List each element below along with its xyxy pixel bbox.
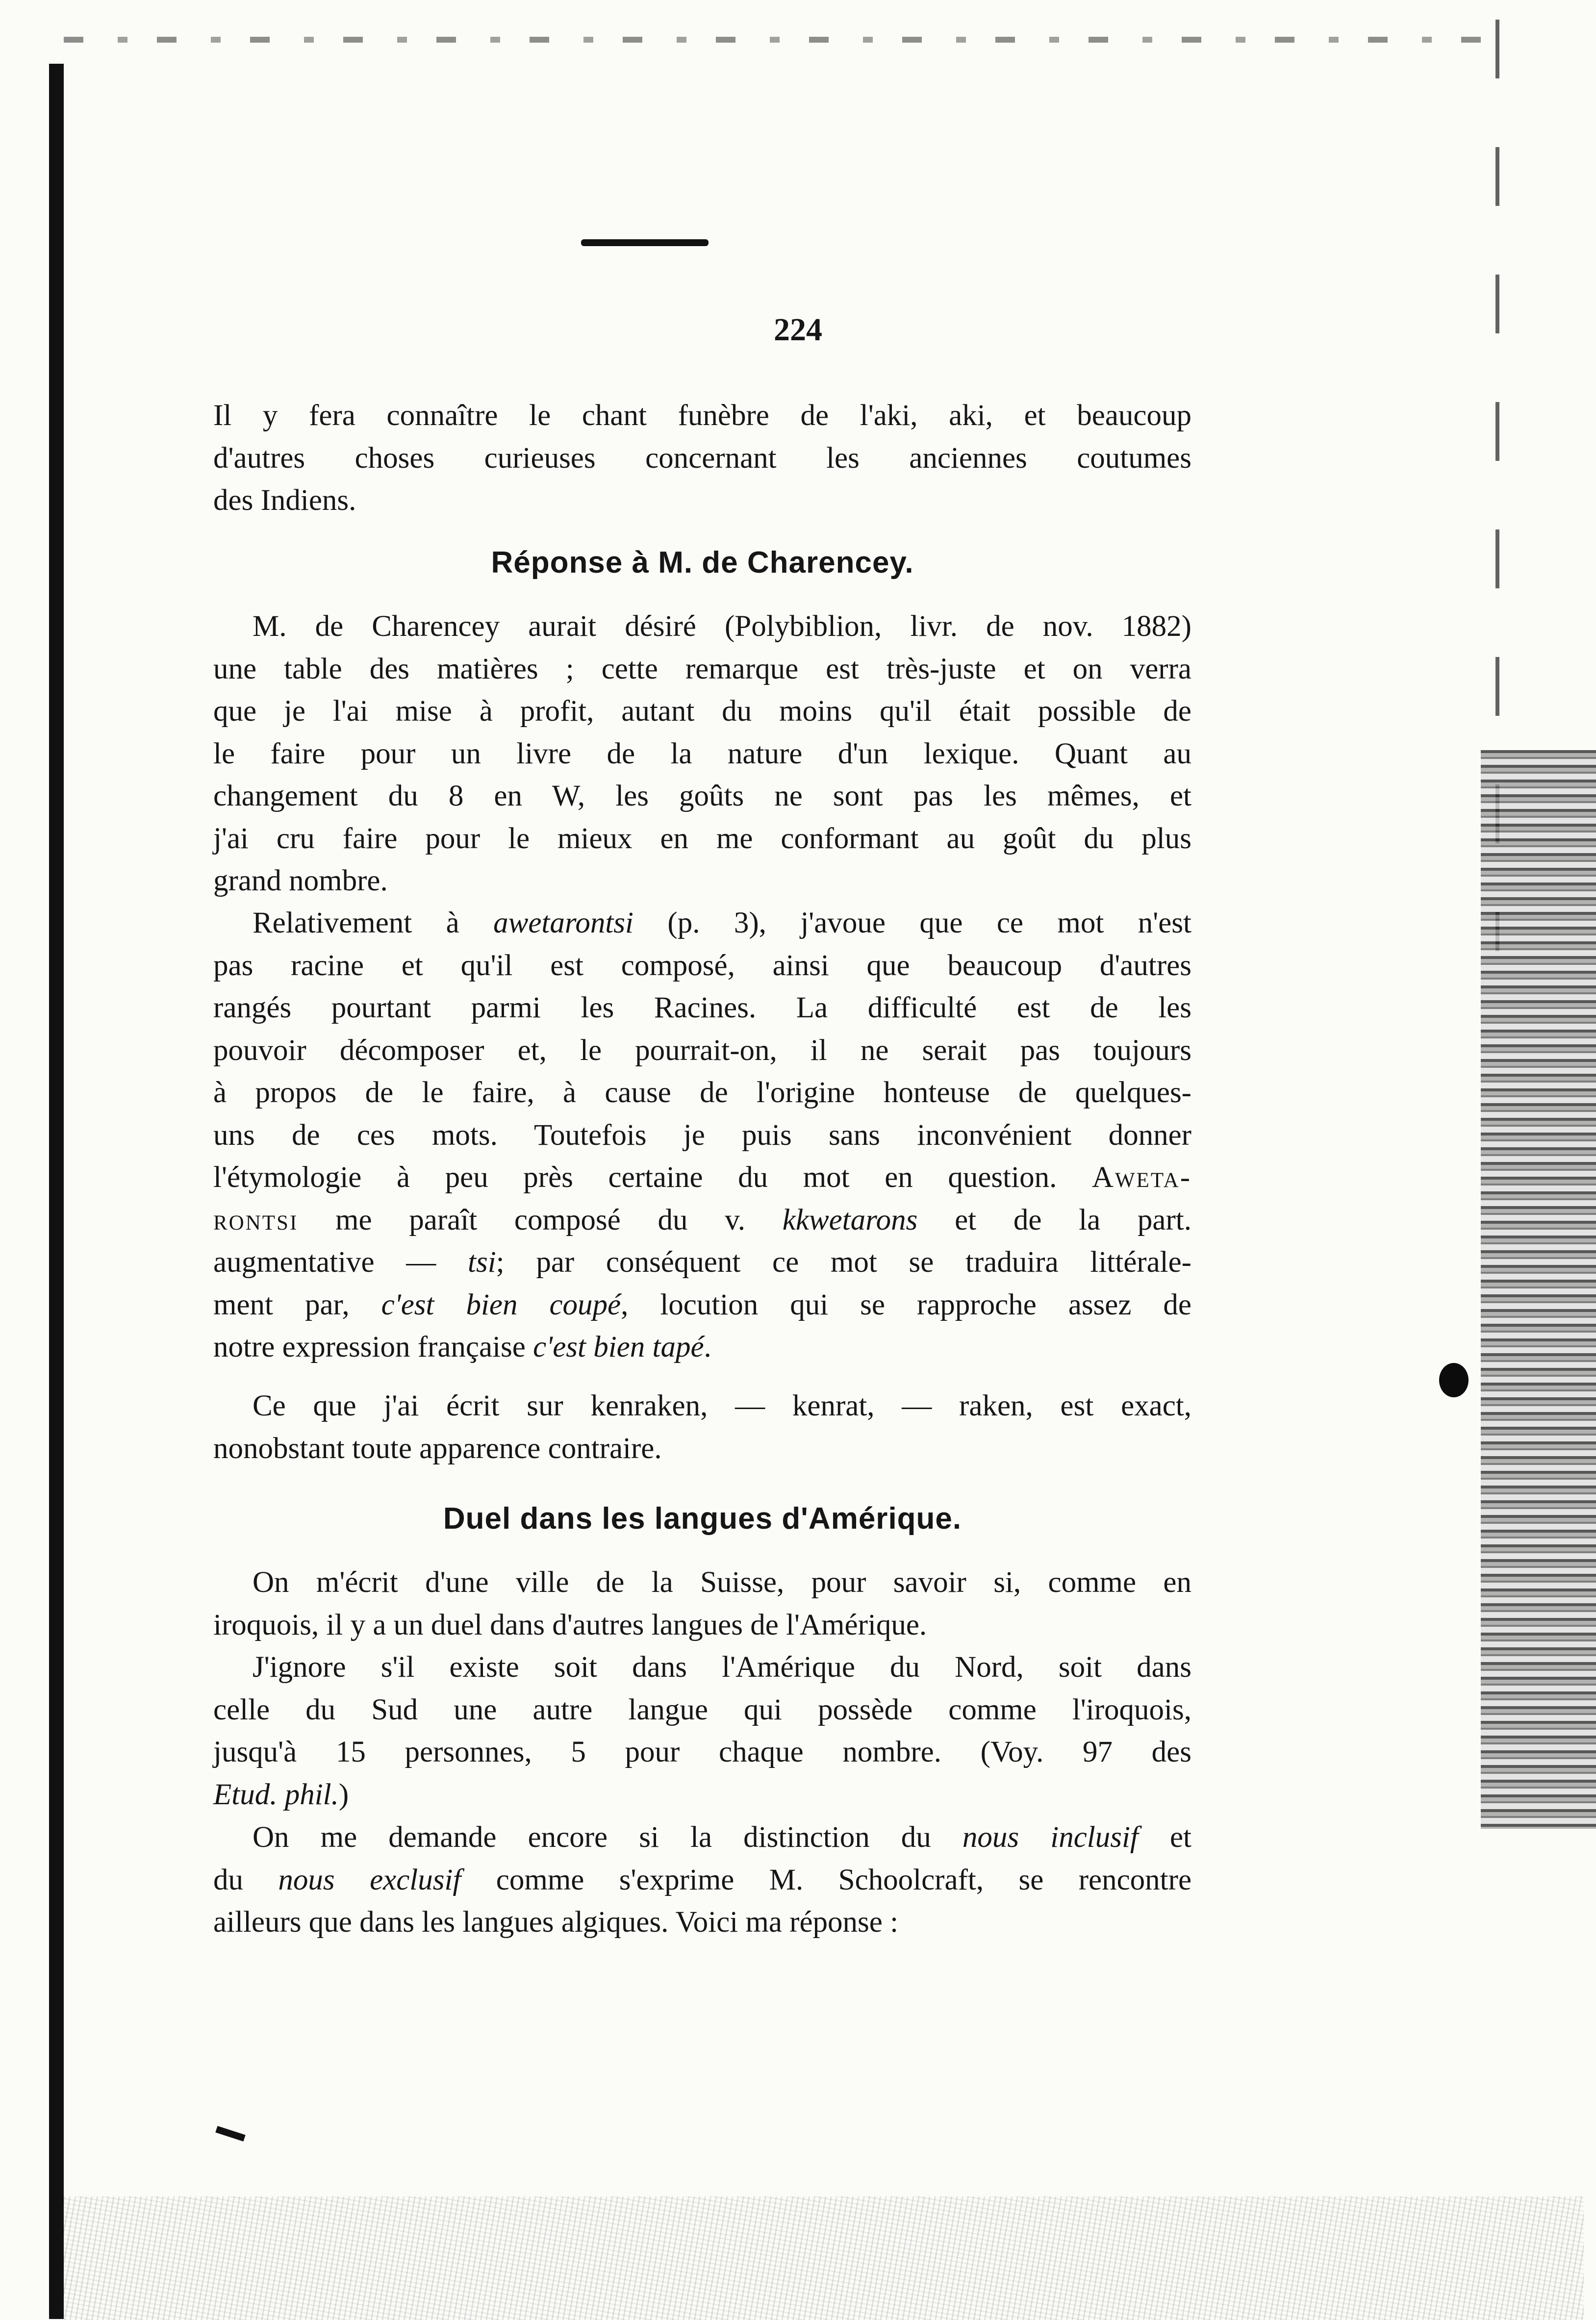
text-line: rangés pourtant parmi les Racines. La difficulté est de les (213, 991, 1191, 1024)
italic-phrase: c'est bien coupé (381, 1288, 621, 1321)
italic-term: kkwetarons (782, 1203, 918, 1236)
scan-top-edge (64, 37, 1486, 43)
italic-term: nous exclusif (278, 1863, 461, 1896)
italic-term: tsi (468, 1246, 496, 1279)
text-line: j'ai cru faire pour le mieux en me conformant au goût du plus (213, 822, 1191, 855)
page-number: 224 (774, 312, 822, 348)
text-line: du nous exclusif comme s'exprime M. Schoolcraft, se rencontre (213, 1863, 1192, 1896)
stray-ink-mark (215, 2126, 245, 2142)
section-heading: Réponse à M. de Charencey. (491, 546, 914, 580)
charencey-paragraph-3 (213, 1385, 1191, 1470)
text-line: des Indiens. (213, 484, 356, 517)
text-line: changement du 8 en W, les goûts ne sont pas les mêmes, et (213, 780, 1191, 812)
text-line: pouvoir décomposer et, le pourrait-on, il ne serait pas toujours (213, 1034, 1191, 1067)
italic-abbreviation: Etud. phil. (213, 1778, 339, 1811)
scan-bottom-noise (64, 2196, 1584, 2320)
scan-right-edge-noise (1481, 750, 1596, 1829)
text-line: celle du Sud une autre langue qui possède comme l'iroquois, (213, 1693, 1191, 1726)
text-line: On me demande encore si la distinction du nous inclusif et (253, 1821, 1192, 1854)
ink-blot (1439, 1363, 1469, 1397)
text-line: l'étymologie à peu près certaine du mot en question. Aweta- (213, 1161, 1192, 1194)
text-line: iroquois, il y a un duel dans d'autres langues de l'Amérique. (213, 1608, 927, 1641)
duel-paragraph-1 (213, 1562, 1191, 1646)
text-line: à propos de le faire, à cause de l'origine honteuse de quelques- (213, 1076, 1191, 1109)
text-line: que je l'ai mise à profit, autant du moins qu'il était possible de (213, 695, 1191, 728)
text-line: Il y fera connaître le chant funèbre de l'aki, aki, et beaucoup (213, 399, 1191, 432)
duel-paragraph-3 (213, 1816, 1191, 1944)
italic-phrase: c'est bien tapé (533, 1331, 704, 1363)
text-line: d'autres choses curieuses concernant les anciennes coutumes (213, 441, 1191, 475)
top-rule-mark (581, 239, 709, 246)
text-line: le faire pour un livre de la nature d'un lexique. Quant au (213, 737, 1191, 770)
italic-term: nous inclusif (962, 1821, 1139, 1854)
intro-paragraph (213, 395, 1191, 522)
italic-term: awetarontsi (493, 907, 633, 939)
text-line: rontsi me paraît composé du v. kkwetarons et de la part. (213, 1203, 1191, 1236)
smallcaps-term: rontsi (213, 1203, 299, 1236)
text-line: ailleurs que dans les langues algiques. Voici ma réponse : (213, 1906, 899, 1939)
text-line: ment par, c'est bien coupé, locution qui se rapproche assez de (213, 1288, 1191, 1321)
text-line: notre expression française c'est bien tapé. (213, 1331, 711, 1363)
scan-left-edge (49, 64, 64, 2319)
text-line: uns de ces mots. Toutefois je puis sans inconvénient donner (213, 1118, 1191, 1152)
text-line: Etud. phil.) (213, 1778, 349, 1811)
text-line: M. de Charencey aurait désiré (Polybiblion, livr. de nov. 1882) (253, 610, 1191, 643)
section-charencey (213, 542, 1191, 584)
text-line: une table des matières ; cette remarque est très-juste et on verra (213, 652, 1191, 685)
text-line: Relativement à awetarontsi (p. 3), j'avoue que ce mot n'est (253, 907, 1191, 939)
charencey-paragraph-1 (213, 605, 1191, 903)
text-line: Ce que j'ai écrit sur kenraken, — kenrat, — raken, est exact, (253, 1389, 1191, 1422)
text-line: nonobstant toute apparence contraire. (213, 1432, 662, 1465)
text-line: jusqu'à 15 personnes, 5 pour chaque nombre. (Voy. 97 des (213, 1736, 1191, 1768)
text-line: augmentative — tsi; par conséquent ce mot se traduira littérale- (213, 1246, 1191, 1279)
smallcaps-term: Aweta- (1091, 1161, 1192, 1194)
section-duel (213, 1498, 1191, 1540)
text-line: On m'écrit d'une ville de la Suisse, pour savoir si, comme en (253, 1566, 1191, 1599)
charencey-paragraph-2 (213, 902, 1191, 1369)
text-line: grand nombre. (213, 864, 388, 897)
section-heading: Duel dans les langues d'Amérique. (443, 1502, 962, 1536)
text-line: J'ignore s'il existe soit dans l'Amérique du Nord, soit dans (253, 1651, 1191, 1684)
text-line: pas racine et qu'il est composé, ainsi que beaucoup d'autres (213, 949, 1191, 982)
duel-paragraph-2 (213, 1646, 1191, 1816)
